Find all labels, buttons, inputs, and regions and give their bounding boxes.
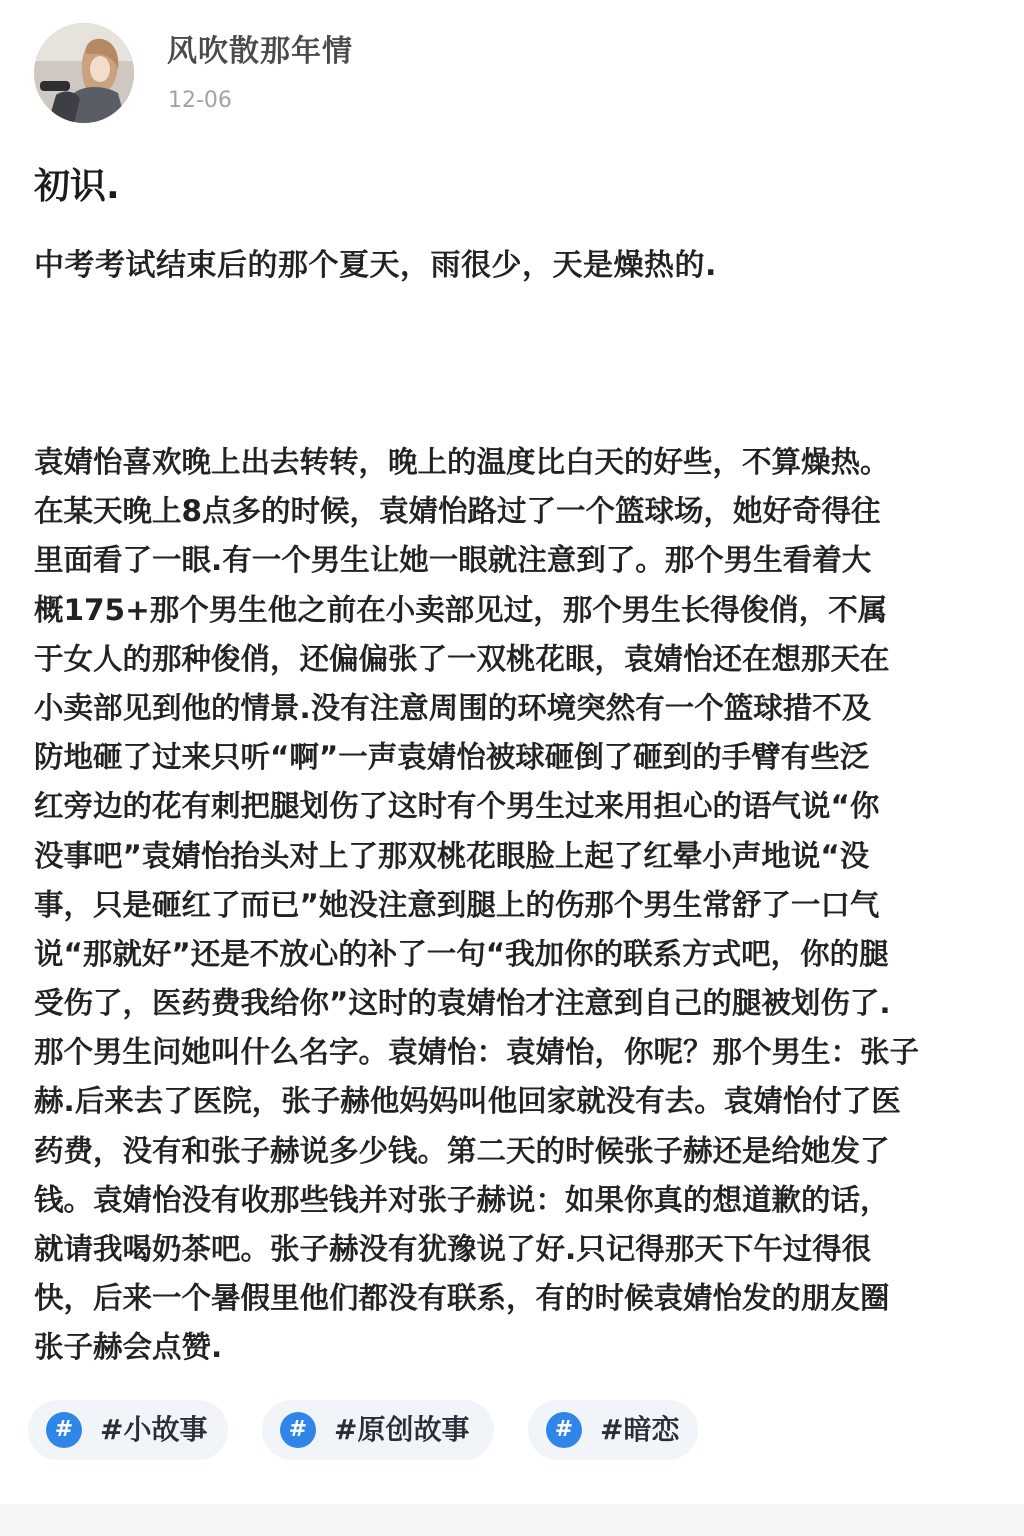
tag-chip-crush[interactable] (528, 1400, 698, 1460)
body-line: 没事吧”袁婧怡抬头对上了那双桃花眼脸上起了红晕小声地说“没 (34, 838, 870, 873)
tag-label: #原创故事 (334, 1413, 470, 1446)
body-line: 于女人的那种俊俏，还偏偏张了一双桃花眼，袁婧怡还在想那天在 (34, 641, 890, 676)
tag-chip-small-story[interactable] (28, 1400, 228, 1460)
avatar[interactable] (34, 23, 134, 123)
author-name[interactable]: 风吹散那年情 (167, 34, 353, 69)
body-line: 就请我喝奶茶吧。张子赫没有犹豫说了好.只记得那天下午过得很 (34, 1232, 872, 1266)
hashtag-icon: # (46, 1412, 82, 1448)
body-line: 说“那就好”还是不放心的补了一句“我加你的联系方式吧，你的腿 (34, 936, 889, 971)
body-line: 那个男生问她叫什么名字。袁婧怡：袁婧怡，你呢？那个男生：张子 (34, 1035, 920, 1070)
body-line: 张子赫会点赞. (34, 1330, 223, 1365)
post-intro: 中考考试结束后的那个夏天，雨很少，天是燥热的. (34, 248, 717, 283)
body-line: 小卖部见到他的情景.没有注意周围的环境突然有一个篮球措不及 (34, 690, 872, 725)
body-line: 钱。袁婧怡没有收那些钱并对张子赫说：如果你真的想道歉的话， (34, 1182, 890, 1217)
body-line: 防地砸了过来只听“啊”一声袁婧怡被球砸倒了砸到的手臂有些泛 (34, 740, 870, 775)
body-line: 快，后来一个暑假里他们都没有联系，有的时候袁婧怡发的朋友圈 (34, 1281, 890, 1316)
post-title: 初识. (34, 166, 120, 207)
body-line: 袁婧怡喜欢晚上出去转转，晚上的温度比白天的好些，不算燥热。 (34, 445, 890, 479)
tag-chip-original-story[interactable] (262, 1400, 494, 1460)
avatar-photo (34, 23, 134, 123)
post-header (0, 0, 1024, 140)
body-line: 红旁边的花有刺把腿划伤了这时有个男生过来用担心的语气说“你 (34, 789, 880, 824)
body-line: 赫.后来去了医院，张子赫他妈妈叫他回家就没有去。袁婧怡付了医 (34, 1084, 901, 1119)
bottom-divider (0, 1504, 1024, 1536)
body-line: 药费，没有和张子赫说多少钱。第二天的时候张子赫还是给她发了 (34, 1133, 890, 1168)
hashtag-icon: # (546, 1412, 582, 1448)
hashtag-icon: # (280, 1412, 316, 1448)
body-line: 事，只是砸红了而已”她没注意到腿上的伤那个男生常舒了一口气 (34, 887, 880, 922)
tag-label: #小故事 (100, 1413, 208, 1446)
body-line: 受伤了，医药费我给你”这时的袁婧怡才注意到自己的腿被划伤了. (34, 986, 891, 1021)
post-date: 12-06 (168, 88, 232, 113)
body-line: 概175+那个男生他之前在小卖部见过，那个男生长得俊俏，不属 (34, 592, 888, 627)
body-line: 在某天晚上8点多的时候，袁婧怡路过了一个篮球场，她好奇得往 (34, 494, 881, 529)
tag-label: #暗恋 (600, 1413, 680, 1446)
body-line: 里面看了一眼.有一个男生让她一眼就注意到了。那个男生看着大 (34, 543, 872, 578)
post-body (34, 438, 996, 1373)
